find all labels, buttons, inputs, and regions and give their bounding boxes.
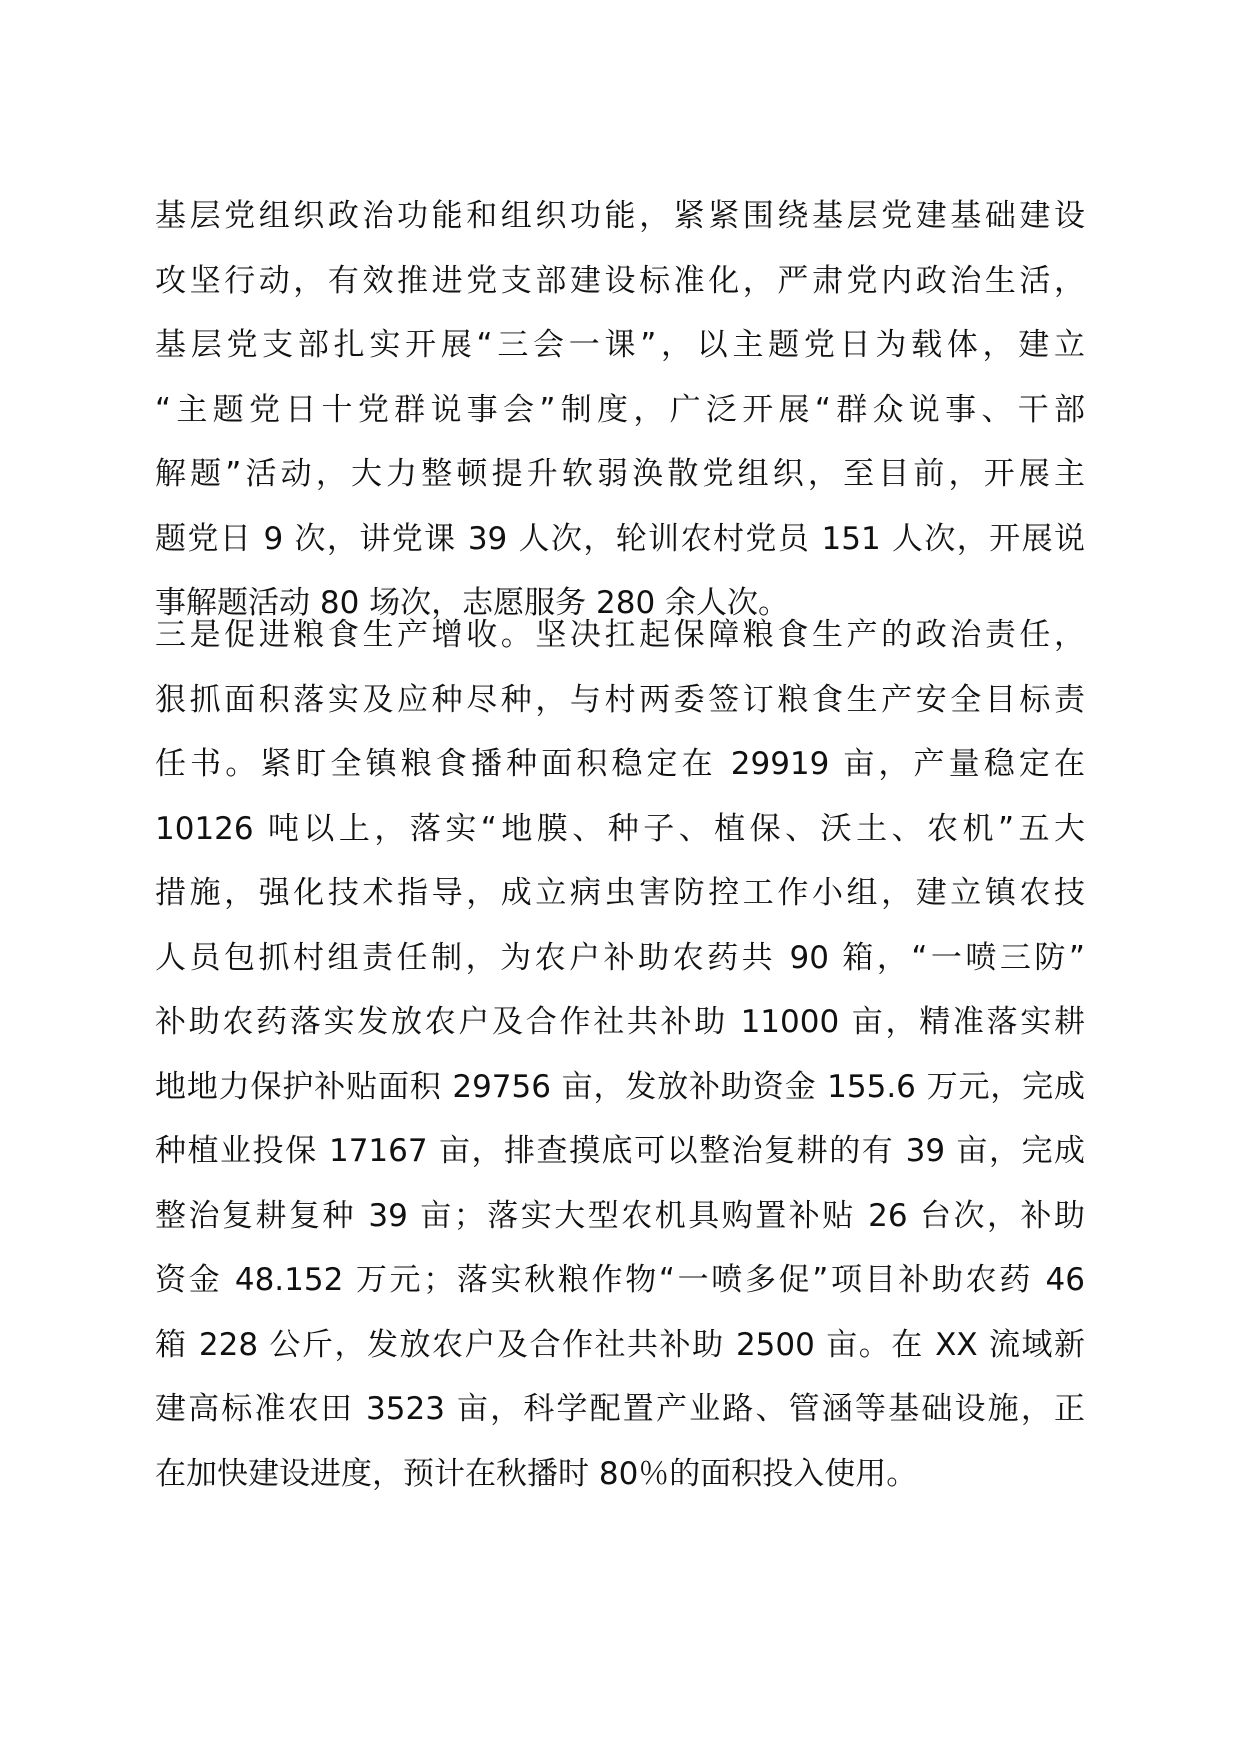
text-line: 攻坚行动，有效推进党支部建设标准化，严肃党内政治生活， (155, 262, 1085, 299)
text-line: 种植业投保 17167 亩，排查摸底可以整治复耕的有 39 亩，完成 (155, 1133, 1085, 1169)
text-line: 补助农药落实发放农户及合作社共补助 11000 亩，精准落实耕 (155, 1004, 1085, 1040)
text-line: 建高标准农田 3523 亩，科学配置产业路、管涵等基础设施，正 (155, 1391, 1085, 1427)
text-line: 狠抓面积落实及应种尽种，与村两委签订粮食生产安全目标责 (155, 681, 1085, 718)
paragraph-grain-production (155, 603, 1085, 1506)
text-line: 整治复耕复种 39 亩；落实大型农机具购置补贴 26 台次，补助 (155, 1197, 1085, 1234)
text-line: 三是促进粮食生产增收。坚决扛起保障粮食生产的政治责任， (155, 617, 1085, 653)
text-line: 解题”活动，大力整顿提升软弱涣散党组织，至目前，开展主 (155, 456, 1085, 492)
text-line: 人员包抓村组责任制，为农户补助农药共 90 箱，“一喷三防” (155, 939, 1085, 976)
paragraph-party-building (155, 184, 1085, 636)
text-line: 任书。紧盯全镇粮食播种面积稳定在 29919 亩，产量稳定在 (155, 746, 1085, 782)
text-line: 基层党支部扎实开展“三会一课”，以主题党日为载体，建立 (155, 327, 1085, 363)
text-line: 题党日 9 次，讲党课 39 人次，轮训农村党员 151 人次，开展说 (155, 520, 1085, 557)
text-line: 事解题活动 80 场次，志愿服务 280 余人次。 (155, 585, 790, 621)
text-line: 10126 吨以上，落实“地膜、种子、植保、沃土、农机”五大 (155, 810, 1085, 847)
text-line: 在加快建设进度，预计在秋播时 80％的面积投入使用。 (155, 1455, 918, 1492)
text-line: 基层党组织政治功能和组织功能，紧紧围绕基层党建基础建设 (155, 198, 1085, 234)
text-line: 措施，强化技术指导，成立病虫害防控工作小组，建立镇农技 (155, 875, 1085, 911)
text-line: “主题党日十党群说事会”制度，广泛开展“群众说事、干部 (155, 391, 1085, 428)
text-line: 箱 228 公斤，发放农户及合作社共补助 2500 亩。在 XX 流域新 (155, 1326, 1085, 1363)
text-line: 资金 48.152 万元；落实秋粮作物“一喷多促”项目补助农药 46 (155, 1262, 1085, 1298)
text-line: 地地力保护补贴面积 29756 亩，发放补助资金 155.6 万元，完成 (155, 1068, 1085, 1105)
